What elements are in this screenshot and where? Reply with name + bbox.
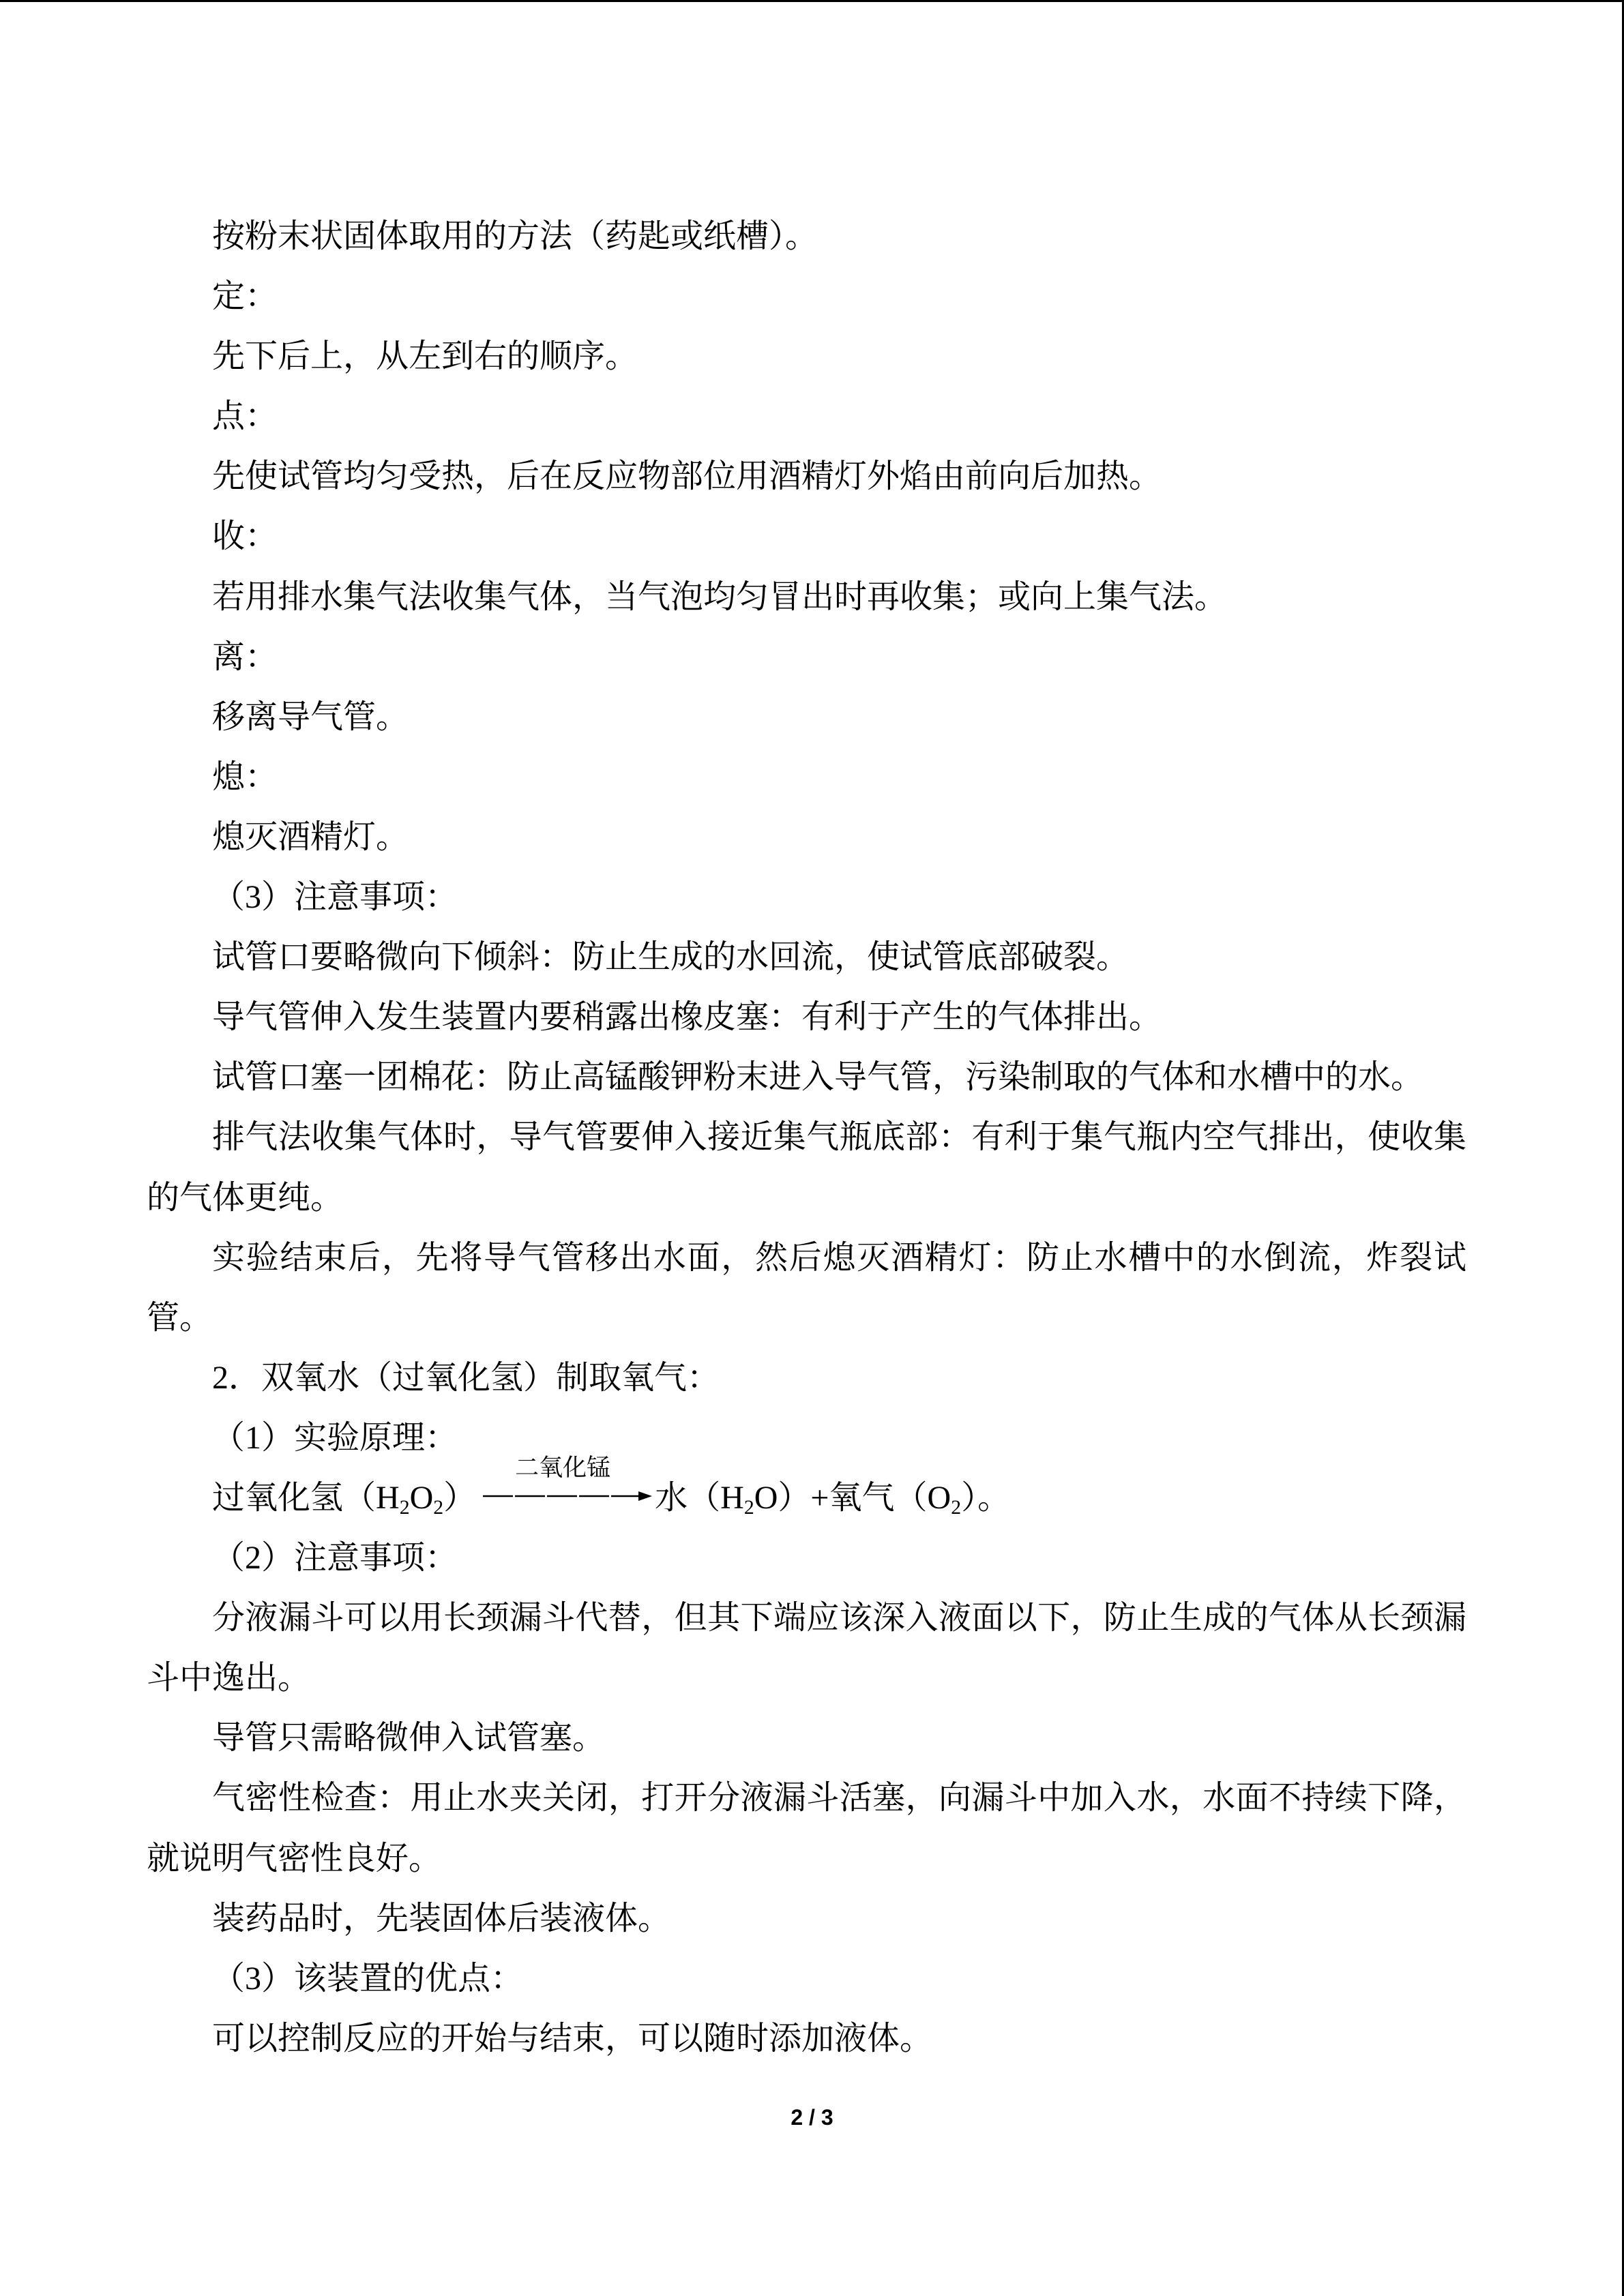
step-ignite-text: 先使试管均匀受热，后在反应物部位用酒精灯外焰由前向后加热。: [212, 458, 1162, 495]
reactant-element-h: H: [376, 1479, 400, 1516]
reactant-name: 过氧化氢: [212, 1479, 344, 1516]
product2-subscript-o: 2: [951, 1496, 962, 1519]
reaction-equation: [147, 1454, 1466, 1528]
product1-element-o: O: [754, 1479, 778, 1516]
precautions-heading: （3）注意事项：: [212, 879, 458, 916]
step-fix-text: 先下后上，从左到右的顺序。: [212, 338, 638, 375]
step-collect-text: 若用排水集气法收集气体，当气泡均匀冒出时再收集；或向上集气法。: [212, 578, 1228, 615]
precaution-loading-order: 装药品时，先装固体后装液体。: [212, 1900, 671, 1937]
product2-paren-open: （: [894, 1479, 928, 1516]
precaution-air-displacement: 排气法收集气体时，导气管要伸入接近集气瓶底部：有利于集气瓶内空气排出，使收集的气体更纯。: [147, 1119, 1466, 1216]
advantages-text: 可以控制反应的开始与结束，可以随时添加液体。: [212, 2020, 933, 2057]
step-remove-text: 移离导气管。: [212, 698, 409, 735]
reactant-subscript-h: 2: [399, 1496, 410, 1519]
precaution-tube-protrude: 导气管伸入发生装置内要稍露出橡皮塞：有利于产生的气体排出。: [212, 999, 1162, 1036]
section-heading-hydrogen-peroxide: 2．双氧水（过氧化氢）制取氧气：: [212, 1359, 720, 1396]
step-fix-label: 定：: [212, 278, 278, 315]
step-extinguish-label: 熄：: [212, 758, 278, 795]
reactant-paren-close: ）: [443, 1479, 477, 1516]
precaution-cotton-plug: 试管口塞一团棉花：防止高锰酸钾粉末进入导气管，污染制取的气体和水槽中的水。: [212, 1059, 1424, 1096]
step-remove-label: 离：: [212, 638, 278, 675]
product1-paren-open: （: [688, 1479, 721, 1516]
product2-paren-close: ）: [961, 1479, 978, 1516]
step-extinguish-text: 熄灭酒精灯。: [212, 818, 409, 855]
reactant-paren-open: （: [343, 1479, 377, 1516]
precaution-delivery-tube: 导管只需略微伸入试管塞。: [212, 1720, 606, 1757]
catalyst-label: 二氧化锰: [515, 1454, 611, 1481]
principle-heading: （1）实验原理：: [212, 1419, 458, 1456]
powder-loading-method-text: 按粉末状固体取用的方法（药匙或纸槽）。: [212, 218, 818, 254]
product2-name: 氧气: [829, 1479, 895, 1516]
product2-element-o: O: [927, 1479, 951, 1516]
product1-subscript-h: 2: [743, 1496, 754, 1519]
precaution-funnel: 分液漏斗可以用长颈漏斗代替，但其下端应该深入液面以下，防止生成的气体从长颈漏斗中逸出。: [147, 1600, 1466, 1697]
reactant-element-o: O: [409, 1479, 434, 1516]
precautions-heading-2: （2）注意事项：: [212, 1540, 458, 1577]
reactant-subscript-o: 2: [433, 1496, 444, 1519]
product1-paren-close: ）: [778, 1479, 811, 1516]
precaution-tube-tilt: 试管口要略微向下倾斜：防止生成的水回流，使试管底部破裂。: [212, 939, 1130, 976]
reaction-arrow: [482, 1454, 652, 1510]
step-collect-label: 收：: [212, 518, 278, 555]
precaution-end-experiment: 实验结束后，先将导气管移出水面，然后熄灭酒精灯：防止水槽中的水倒流，炸裂试管。: [147, 1239, 1466, 1336]
equation-end-mark: 。: [977, 1479, 1011, 1516]
plus-sign: +: [810, 1479, 829, 1516]
advantages-heading: （3）该装置的优点：: [212, 1960, 524, 1997]
step-ignite-label: 点：: [212, 398, 278, 435]
page-body: [147, 207, 1466, 2069]
product1-element-h: H: [720, 1479, 744, 1516]
arrow-icon: [482, 1482, 652, 1510]
product1-name: 水: [655, 1479, 688, 1516]
page-number: 2 / 3: [791, 2105, 833, 2130]
precaution-airtightness-check: 气密性检查：用止水夹关闭，打开分液漏斗活塞，向漏斗中加入水，水面不持续下降，就说明气密性良好。: [147, 1780, 1466, 1877]
